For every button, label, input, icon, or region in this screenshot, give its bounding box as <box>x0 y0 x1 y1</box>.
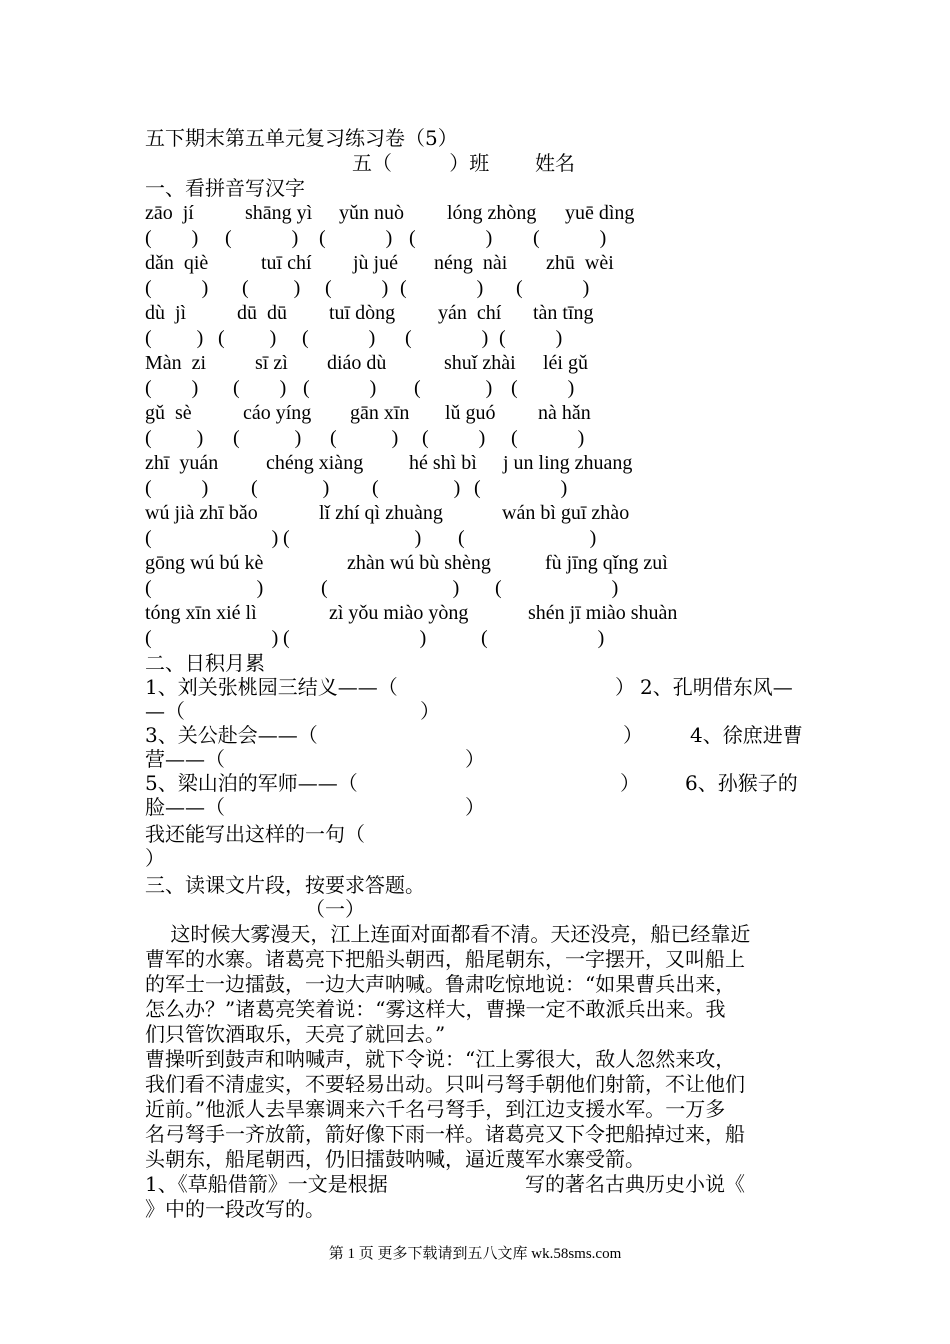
answer-blank[interactable]: ( ) <box>422 427 486 449</box>
pinyin-item: néng nài <box>434 252 508 274</box>
answer-blank[interactable]: ( ) <box>409 227 493 249</box>
question-1-part-a: 1、《草船借箭》一文是根据 <box>145 1172 388 1196</box>
answer-blank[interactable]: ( ) <box>283 527 422 549</box>
extra-sentence: 我还能写出这样的一句（ <box>145 822 365 846</box>
answer-blank-row <box>145 626 605 650</box>
answer-blank[interactable]: ( ) <box>145 327 204 349</box>
pinyin-item: zhū wèi <box>546 252 614 274</box>
answer-blank-row <box>145 226 607 250</box>
pinyin-item: tuī dòng <box>329 302 396 324</box>
idiom-item-1-close: ） <box>615 675 635 699</box>
idiom-item-4-close: ） <box>465 747 485 771</box>
answer-blank[interactable]: ( ) <box>303 377 377 399</box>
answer-blank[interactable]: ( ) <box>516 277 590 299</box>
answer-blank-row <box>145 276 590 300</box>
section3-heading: 三、读课文片段，按要求答题。 <box>145 873 425 897</box>
answer-blank[interactable]: ( ) <box>533 227 607 249</box>
answer-blank[interactable]: ( ) <box>319 227 393 249</box>
answer-blank[interactable]: ( ) <box>145 577 264 599</box>
answer-blank[interactable]: ( ) <box>511 377 575 399</box>
passage-line: 曹军的水寨。诸葛亮下把船头朝西，船尾朝东，一字摆开，又叫船上 <box>145 947 745 971</box>
answer-blank[interactable]: ( ) <box>145 427 204 449</box>
idiom-item-2-cont: —（ <box>145 699 185 723</box>
answer-blank[interactable]: ( ) <box>400 277 484 299</box>
idiom-item-row <box>145 699 440 723</box>
answer-blank-row <box>145 326 563 350</box>
idiom-item-5-close: ） <box>620 771 640 795</box>
passage-line: 这时候大雾漫天，江上连面对面都看不清。天还没亮，船已经靠近 <box>145 922 751 946</box>
answer-blank[interactable]: ( ) <box>330 427 399 449</box>
answer-blank[interactable]: ( ) <box>495 577 619 599</box>
passage-line: 头朝东，船尾朝西，仍旧擂鼓呐喊，逼近蔑军水寨受箭。 <box>145 1147 645 1171</box>
idiom-item-6-close: ） <box>465 795 485 819</box>
page-title: 五下期末第五单元复习练习卷（5） <box>145 126 458 150</box>
idiom-item-2: 2、孔明借东风— <box>640 675 793 699</box>
answer-blank[interactable]: ( ) <box>251 477 330 499</box>
pinyin-item: tàn tīng <box>533 302 594 324</box>
class-name-line <box>145 151 575 175</box>
answer-blank[interactable]: ( ) <box>225 227 299 249</box>
question-1 <box>145 1172 745 1196</box>
question-1-cont: 》中的一段改写的。 <box>145 1197 325 1221</box>
idiom-item-row <box>145 747 485 771</box>
page-footer: 第 1 页 更多下载请到五八文库 wk.58sms.com <box>328 1246 622 1262</box>
idiom-item-1: 1、刘关张桃园三结义——（ <box>145 675 398 699</box>
pinyin-row <box>145 201 635 225</box>
section2-heading: 二、日积月累 <box>145 651 265 675</box>
answer-blank[interactable]: ( ) <box>458 527 597 549</box>
pinyin-item: cáo yíng <box>243 402 312 424</box>
idiom-item-row <box>145 795 485 819</box>
answer-blank[interactable]: ( ) <box>414 377 493 399</box>
answer-blank-row <box>145 476 568 500</box>
answer-blank[interactable]: ( ) <box>145 277 209 299</box>
answer-blank[interactable]: ( ) <box>145 227 199 249</box>
name-field: 姓名 <box>535 151 575 175</box>
section1-heading: 一、看拼音写汉字 <box>145 176 305 200</box>
answer-blank[interactable]: ( ) <box>145 477 209 499</box>
answer-blank-row <box>145 376 575 400</box>
answer-blank[interactable]: ( ) <box>481 627 605 649</box>
pinyin-item: yǔn nuò <box>339 202 404 224</box>
pinyin-item: wú jià zhī bǎo <box>145 502 258 524</box>
passage-line: 近前。”他派人去旱寨调来六千名弓弩手，到江边支援水军。一万多 <box>145 1097 726 1121</box>
pinyin-row <box>145 351 588 375</box>
idiom-item-6-cont: 脸——（ <box>145 795 225 819</box>
pinyin-item: lóng zhòng <box>447 202 537 224</box>
idiom-item-6: 6、孙猴子的 <box>685 771 798 795</box>
idiom-item-3-close: ） <box>623 723 643 747</box>
answer-blank[interactable]: ( ) <box>218 327 277 349</box>
passage-line: 们只管饮酒取乐，天亮了就回去。” <box>145 1022 446 1046</box>
passage-line: 怎么办？”诸葛亮笑着说：“雾这样大，曹操一定不敢派兵出来。我 <box>145 997 726 1021</box>
pinyin-item: jù jué <box>353 252 398 274</box>
passage-line: 的军士一边擂鼓，一边大声呐喊。鲁肃吃惊地说：“如果曹兵出来， <box>145 972 736 996</box>
pinyin-item: tuī chí <box>261 252 312 274</box>
passage-line: 名弓弩手一齐放箭，箭好像下雨一样。诸葛亮又下令把船掉过来，船 <box>145 1122 745 1146</box>
answer-blank-row <box>145 526 597 550</box>
passage-part-label <box>145 897 365 921</box>
extra-sentence-close: ） <box>145 846 165 870</box>
pinyin-item: lǔ guó <box>445 402 496 424</box>
idiom-item-row <box>145 771 798 795</box>
idiom-item-row <box>145 723 803 747</box>
answer-blank[interactable]: ( ) <box>321 577 460 599</box>
answer-blank[interactable]: ( ) <box>145 527 279 549</box>
idiom-item-4-cont: 营——（ <box>145 747 225 771</box>
answer-blank[interactable]: ( ) <box>283 627 427 649</box>
pinyin-item: shén jī miào shuàn <box>528 602 678 624</box>
pinyin-item: dǎn qiè <box>145 252 209 274</box>
pinyin-row <box>145 301 594 325</box>
pinyin-item: wán bì guī zhào <box>502 502 630 524</box>
pinyin-item: yán chí <box>438 302 502 324</box>
answer-blank[interactable]: ( ) <box>302 327 376 349</box>
answer-blank[interactable]: ( ) <box>372 477 461 499</box>
passage-line: 曹操听到鼓声和呐喊声，就下令说：“江上雾很大，敌人忽然来攻， <box>145 1047 736 1071</box>
pinyin-item: diáo dù <box>327 352 387 374</box>
pinyin-item: shāng yì <box>245 202 313 224</box>
pinyin-item: léi gǔ <box>543 352 588 374</box>
pinyin-row <box>145 251 614 275</box>
pinyin-row <box>145 451 633 475</box>
pinyin-item: hé shì bì <box>409 452 477 474</box>
answer-blank[interactable]: ( ) <box>405 327 489 349</box>
pinyin-row <box>145 401 591 425</box>
idiom-item-4: 4、徐庶进曹 <box>690 723 803 747</box>
pinyin-item: gōng wú bú kè <box>145 552 264 574</box>
pinyin-item: fù jīng qǐng zuì <box>545 552 668 574</box>
pinyin-row <box>145 501 630 525</box>
passage-line: 我们看不清虚实，不要轻易出动。只叫弓弩手朝他们射箭，不让他们 <box>145 1072 745 1096</box>
answer-blank-row <box>145 576 619 600</box>
pinyin-item: shuǐ zhài <box>444 352 516 374</box>
answer-blank[interactable]: ( ) <box>325 277 389 299</box>
pinyin-item: nà hǎn <box>538 402 591 424</box>
pinyin-item: Màn zi <box>145 352 207 374</box>
pinyin-item: gǔ sè <box>145 402 192 424</box>
pinyin-item: zāo jí <box>145 202 194 224</box>
pinyin-item: yuē dìng <box>565 202 635 224</box>
pinyin-item: zhī yuán <box>145 452 219 474</box>
idiom-item-3: 3、关公赴会——（ <box>145 723 318 747</box>
pinyin-item: gān xīn <box>350 402 410 424</box>
answer-blank[interactable]: ( ) <box>145 627 279 649</box>
answer-blank[interactable]: ( ) <box>511 427 585 449</box>
pinyin-row <box>145 551 668 575</box>
answer-blank[interactable]: ( ) <box>474 477 568 499</box>
answer-blank[interactable]: ( ) <box>499 327 563 349</box>
pinyin-item: zì yǒu miào yòng <box>329 602 469 624</box>
idiom-item-row <box>145 675 793 699</box>
question-1-part-b: 写的著名古典历史小说《 <box>525 1172 745 1196</box>
pinyin-item: sī zì <box>255 352 288 374</box>
pinyin-item: lǐ zhí qì zhuàng <box>319 502 443 524</box>
answer-blank[interactable]: ( ) <box>242 277 301 299</box>
pinyin-item: tóng xīn xié lì <box>145 602 257 624</box>
idiom-item-2-close: ） <box>420 699 440 723</box>
answer-blank[interactable]: ( ) <box>145 377 199 399</box>
class-field: 五（ ）班 <box>352 151 490 175</box>
idiom-item-5: 5、梁山泊的军师——（ <box>145 771 358 795</box>
pinyin-item: dù jì <box>145 302 187 324</box>
answer-blank-row <box>145 426 585 450</box>
pinyin-row <box>145 601 678 625</box>
part-number: （一） <box>305 897 365 921</box>
pinyin-item: zhàn wú bù shèng <box>347 552 491 574</box>
answer-blank[interactable]: ( ) <box>233 427 302 449</box>
answer-blank[interactable]: ( ) <box>233 377 287 399</box>
pinyin-item: chéng xiàng <box>266 452 364 474</box>
pinyin-item: j un ling zhuang <box>503 452 633 474</box>
pinyin-item: dū dū <box>237 302 287 324</box>
